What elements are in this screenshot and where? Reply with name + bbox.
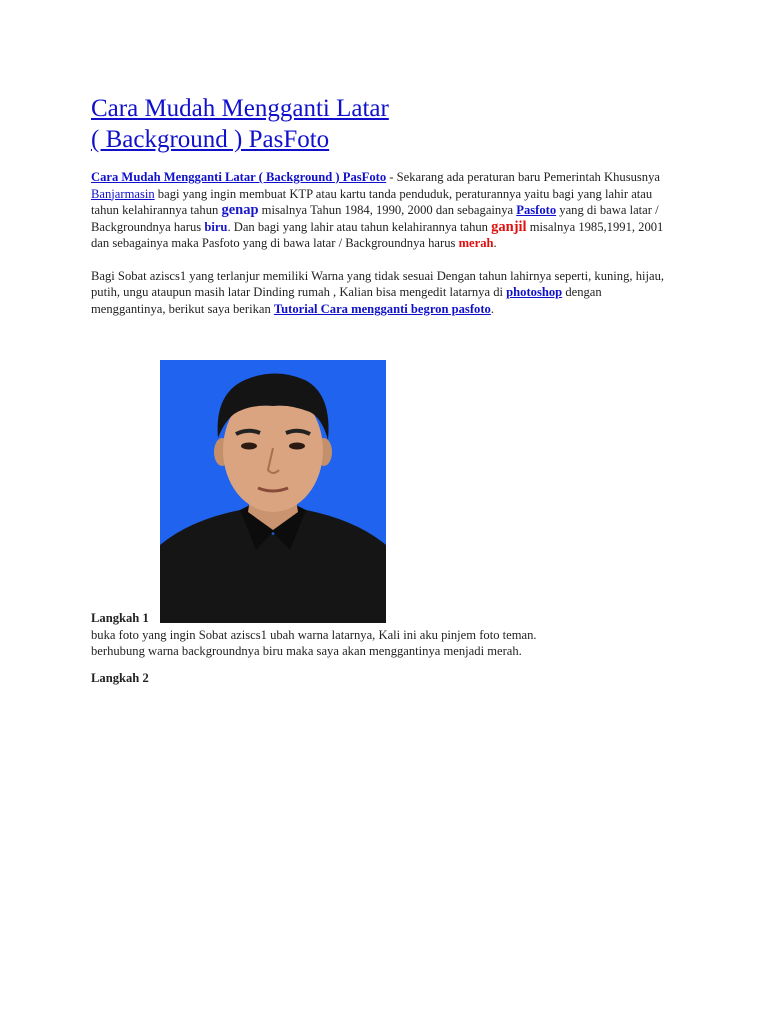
page-title bbox=[91, 93, 571, 155]
odd-year-highlight: ganjil bbox=[491, 218, 527, 235]
portrait-illustration bbox=[160, 360, 386, 623]
second-text-2: dengan menggantinya, berikut saya berikan bbox=[91, 285, 602, 316]
banjarmasin-link[interactable]: Banjarmasin bbox=[91, 186, 155, 201]
step-1-line-1: buka foto yang ingin Sobat aziscs1 ubah warna latarnya, Kali ini aku pinjem foto teman. bbox=[91, 627, 537, 642]
step-1-label: Langkah 1 bbox=[91, 611, 149, 625]
title-line-2: ( Background ) PasFoto bbox=[91, 126, 330, 153]
intro-text-6: misalnya 1985,1991, 2001 dan sebagainya maka Pasfoto yang di bawa latar / Backgroundnya harus bbox=[91, 219, 664, 250]
blue-word: biru bbox=[204, 219, 228, 234]
title-line-1: Cara Mudah Mengganti Latar bbox=[91, 95, 389, 122]
intro-text-3: misalnya Tahun 1984, 1990, 2000 dan sebagainya bbox=[258, 203, 517, 217]
intro-paragraph bbox=[91, 169, 671, 252]
step-1 bbox=[91, 610, 691, 660]
step-2-label: Langkah 2 bbox=[91, 671, 149, 685]
intro-text-2: bagi yang ingin membuat KTP atau kartu tanda penduduk, peraturannya yaitu bagi yang lahir atau tahun kelahirannya tahun bbox=[91, 186, 653, 217]
intro-text-1: - Sekarang ada peraturan baru Pemerintah Khususnya bbox=[386, 170, 660, 184]
second-text-1: Bagi Sobat aziscs1 yang terlanjur memiliki Warna yang tidak sesuai Dengan tahun lahirnya seperti, kuning, hijau, putih, ungu ataupun masih latar Dinding rumah , Kalian bisa mengedit latarnya di bbox=[91, 268, 665, 299]
intro-text-7: . bbox=[493, 236, 497, 250]
intro-text-5: . Dan bagi yang lahir atau tahun kelahirannya tahun bbox=[227, 219, 492, 234]
pasfoto-link[interactable]: Pasfoto bbox=[516, 203, 557, 217]
second-paragraph bbox=[91, 268, 671, 318]
second-text-3: . bbox=[490, 301, 494, 316]
even-year-highlight: genap bbox=[221, 202, 259, 218]
step-1-line-2: berhubung warna backgroundnya biru maka saya akan menggantinya menjadi merah. bbox=[91, 644, 522, 658]
article-body bbox=[91, 169, 671, 317]
title-link[interactable] bbox=[91, 95, 389, 153]
portrait-photo bbox=[160, 360, 386, 623]
intro-text-4: yang di bawa latar / Backgroundnya harus bbox=[91, 203, 659, 234]
article-title-link[interactable]: Cara Mudah Mengganti Latar ( Background ) PasFoto bbox=[91, 170, 387, 184]
tutorial-link[interactable]: Tutorial Cara mengganti begron pasfoto bbox=[273, 301, 491, 316]
photoshop-link[interactable]: photoshop bbox=[506, 285, 563, 299]
red-word: merah bbox=[458, 236, 494, 250]
